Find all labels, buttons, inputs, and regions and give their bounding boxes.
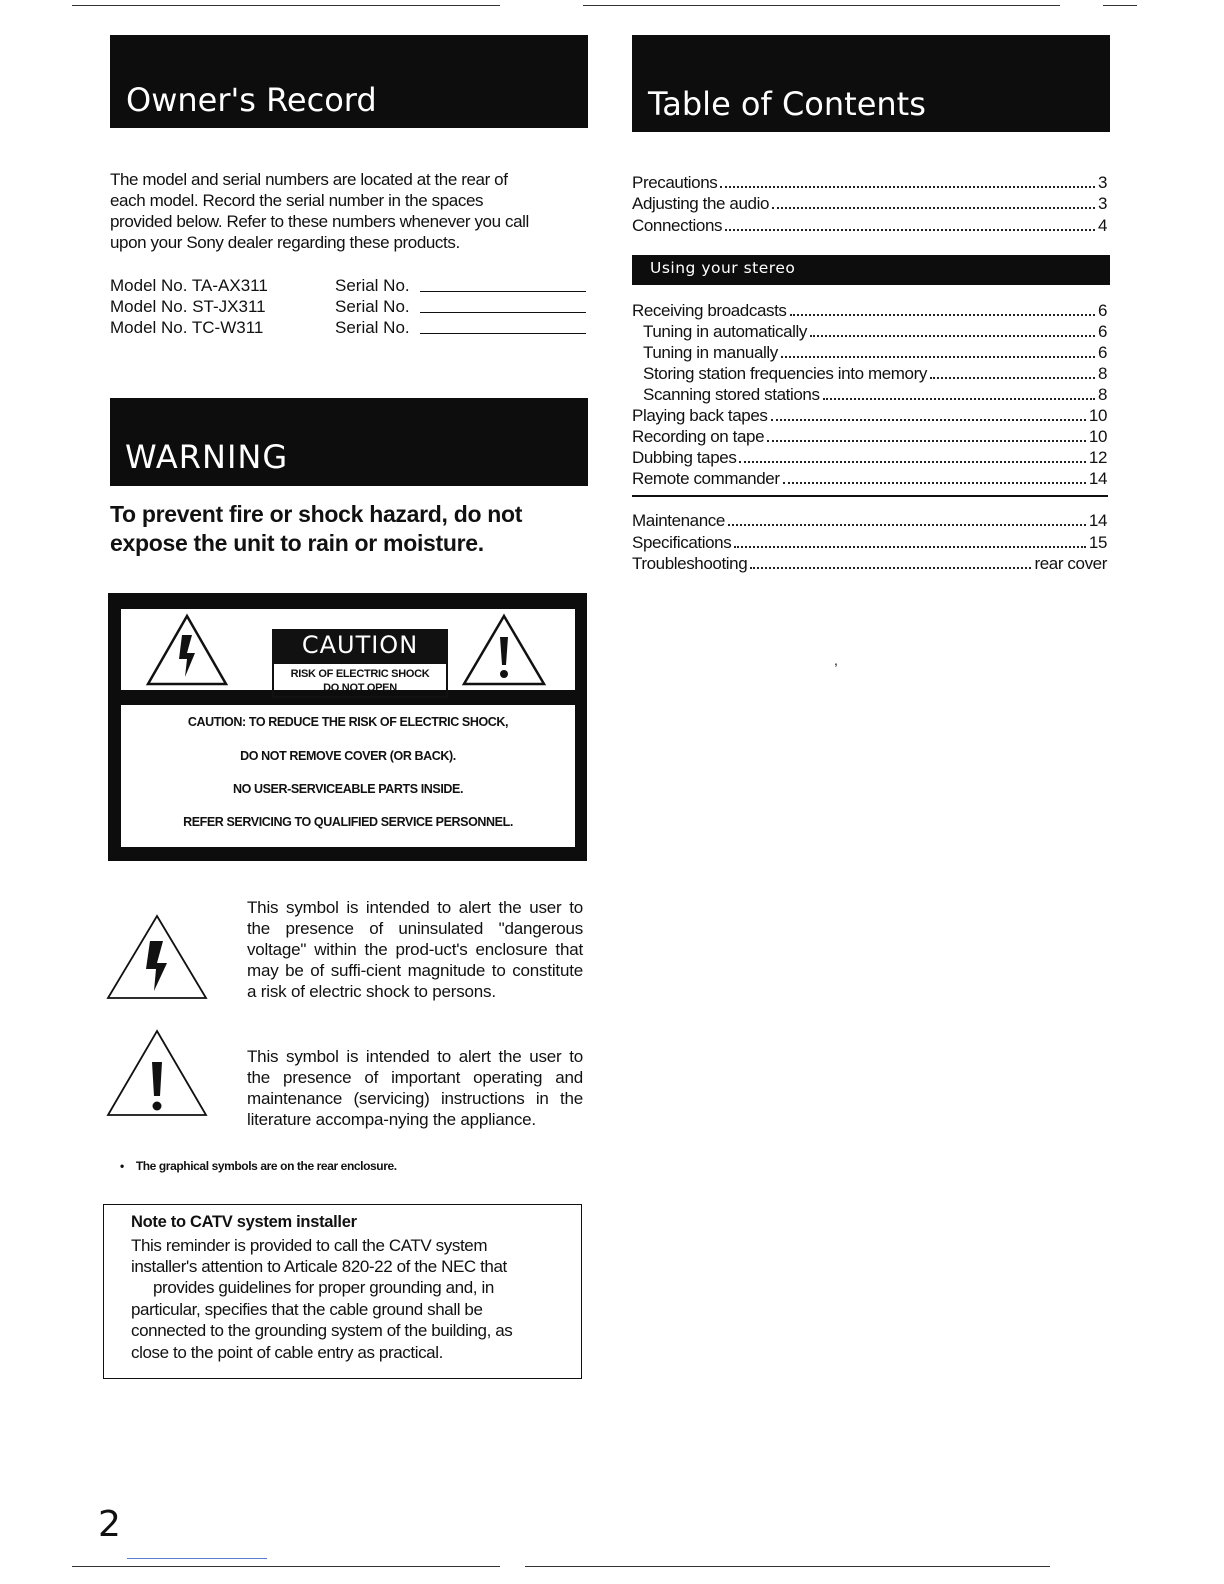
stray-mark: , [834, 652, 838, 668]
toc-entry-title: Maintenance [632, 511, 725, 530]
caution-line: REFER SERVICING TO QUALIFIED SERVICE PERSONNEL. [183, 815, 513, 829]
model-number: Model No. TC-W311 [110, 318, 264, 337]
toc-entry[interactable] [632, 193, 1107, 214]
exclamation-triangle-icon [461, 613, 547, 687]
bottom-rule-blue [127, 1558, 267, 1559]
serial-label: Serial No. [335, 276, 410, 295]
warning-title: WARNING [125, 438, 289, 476]
toc-dot-leader [790, 313, 1095, 316]
catv-note-title: Note to CATV system installer [131, 1213, 357, 1231]
toc-dot-leader [750, 566, 1031, 569]
catv-note-line: This reminder is provided to call the CATV system [131, 1236, 488, 1255]
toc-dot-leader [781, 355, 1095, 358]
toc-entry-title: Playing back tapes [632, 406, 768, 425]
toc-entry-title: Recording on tape [632, 427, 765, 446]
caution-bottom-panel [121, 705, 575, 847]
caution-sub-line: RISK OF ELECTRIC SHOCK [290, 668, 430, 680]
toc-entry[interactable] [632, 553, 1107, 574]
catv-note-line: installer's attention to Articale 820-22 of the NEC that [131, 1257, 507, 1276]
toc-entry[interactable] [632, 405, 1107, 426]
warning-text [110, 500, 590, 558]
toc-entry-title: Storing station frequencies into memory [643, 364, 927, 383]
caution-line: NO USER-SERVICEABLE PARTS INSIDE. [232, 782, 464, 796]
toc-subentry[interactable] [643, 384, 1107, 405]
toc-header [632, 35, 1110, 132]
top-rule-right [583, 5, 1060, 6]
intro-line: each model. Record the serial number in the spaces [110, 191, 484, 210]
toc-dot-leader [930, 376, 1095, 379]
toc-entry-page: 14 [1088, 511, 1107, 530]
caution-line: CAUTION: TO REDUCE THE RISK OF ELECTRIC SHOCK, [187, 715, 509, 729]
warning-line: expose the unit to rain or moisture. [110, 530, 484, 556]
toc-section-header [632, 255, 1110, 285]
toc-entry[interactable] [632, 300, 1107, 321]
symbols-footnote [120, 1159, 397, 1173]
toc-title: Table of Contents [648, 85, 926, 123]
toc-entry-page: 10 [1088, 406, 1107, 425]
bottom-rule-left [72, 1566, 500, 1567]
caution-label-box [108, 593, 587, 861]
toc-subentry[interactable] [643, 342, 1107, 363]
toc-entry-page: 15 [1088, 533, 1107, 552]
toc-entry-page: 8 [1097, 364, 1107, 383]
serial-blank-line [420, 291, 586, 292]
model-number: Model No. ST-JX311 [110, 297, 266, 316]
exclamation-triangle-icon [105, 1028, 209, 1118]
owners-record-header [110, 35, 588, 128]
toc-dot-leader [767, 439, 1086, 442]
toc-entry-title: Troubleshooting [632, 554, 748, 573]
toc-entry-page: 12 [1088, 448, 1107, 467]
owners-record-title: Owner's Record [126, 81, 377, 119]
exclamation-symbol-text: This symbol is intended to alert the user to the presence of important operating and maintenance (servicing) instructions in the literature accompa-nying the appliance. [247, 1047, 583, 1129]
toc-entry-title: Specifications [632, 533, 732, 552]
catv-note-box [103, 1204, 582, 1379]
toc-entry-title: Adjusting the audio [632, 194, 770, 213]
bullet-icon: • [120, 1159, 124, 1173]
toc-entry-title: Precautions [632, 173, 718, 192]
caution-line: DO NOT REMOVE COVER (OR BACK). [240, 749, 456, 763]
toc-dot-leader [823, 397, 1095, 400]
lightning-triangle-icon [105, 913, 209, 1001]
page-number: 2 [98, 1504, 121, 1545]
toc-dot-leader [771, 418, 1086, 421]
toc-entry-title: Connections [632, 216, 723, 235]
toc-entry-page: 4 [1097, 216, 1107, 235]
toc-entry[interactable] [632, 468, 1107, 489]
lightning-triangle-icon [145, 613, 229, 687]
toc-entry[interactable] [632, 172, 1107, 193]
toc-dot-leader [734, 545, 1086, 548]
toc-subentry[interactable] [643, 363, 1107, 384]
intro-line: provided below. Refer to these numbers whenever you call [110, 212, 529, 231]
intro-line: upon your Sony dealer regarding these products. [110, 233, 460, 252]
toc-entry-title: Scanning stored stations [643, 385, 820, 404]
top-rule-left [72, 5, 500, 6]
caution-sub-line: DO NOT OPEN [323, 682, 397, 694]
toc-entry-page: 3 [1097, 194, 1107, 213]
toc-entry-title: Receiving broadcasts [632, 301, 787, 320]
toc-entry-page: 3 [1097, 173, 1107, 192]
catv-note-line: provides guidelines for proper grounding and, in [153, 1278, 494, 1297]
toc-dot-leader [739, 460, 1085, 463]
toc-subentry[interactable] [643, 321, 1107, 342]
toc-entry-title: Remote commander [632, 469, 780, 488]
toc-dot-leader [725, 228, 1095, 231]
warning-line: To prevent fire or shock hazard, do not [110, 501, 523, 527]
toc-divider [632, 495, 1108, 497]
toc-entry-page: 10 [1088, 427, 1107, 446]
serial-blank-line [420, 333, 586, 334]
caution-title: CAUTION [272, 629, 448, 662]
toc-dot-leader [783, 481, 1086, 484]
catv-note-line: close to the point of cable entry as practical. [131, 1343, 443, 1362]
toc-dot-leader [810, 334, 1095, 337]
toc-dot-leader [728, 523, 1086, 526]
toc-entry[interactable] [632, 447, 1107, 468]
toc-entry-page: rear cover [1034, 554, 1107, 573]
toc-entry-page: 6 [1097, 343, 1107, 362]
caution-top-panel [121, 609, 575, 694]
toc-entry[interactable] [632, 510, 1107, 531]
serial-label: Serial No. [335, 318, 410, 337]
warning-header [110, 398, 588, 486]
toc-entry-page: 14 [1088, 469, 1107, 488]
toc-entry[interactable] [632, 532, 1107, 553]
toc-dot-leader [772, 206, 1095, 209]
lightning-symbol-text: This symbol is intended to alert the user to the presence of uninsulated "dangerous voltage" within the prod-uct's enclosure that may be of suffi-cient magnitude to constitute a risk of electric shock to persons. [247, 898, 583, 1001]
owners-record-intro [110, 169, 590, 253]
catv-note-line: connected to the grounding system of the building, as [131, 1321, 513, 1340]
toc-entry[interactable] [632, 426, 1107, 447]
intro-line: The model and serial numbers are located at the rear of [110, 170, 508, 189]
toc-entry-page: 6 [1097, 322, 1107, 341]
toc-entry-title: Tuning in automatically [643, 322, 808, 341]
caution-subtitle [272, 662, 448, 698]
model-number: Model No. TA-AX311 [110, 276, 268, 295]
top-rule-short [1103, 5, 1137, 6]
toc-entry-page: 8 [1097, 385, 1107, 404]
bottom-rule-right [525, 1566, 1050, 1567]
footnote-text: The graphical symbols are on the rear enclosure. [135, 1159, 397, 1173]
serial-label: Serial No. [335, 297, 410, 316]
toc-entry-title: Dubbing tapes [632, 448, 737, 467]
toc-entry-page: 6 [1097, 301, 1107, 320]
toc-entry-title: Tuning in manually [643, 343, 778, 362]
toc-entry[interactable] [632, 215, 1107, 236]
toc-dot-leader [720, 185, 1095, 188]
toc-section-title: Using your stereo [650, 259, 796, 277]
serial-blank-line [420, 312, 586, 313]
catv-note-line: particular, specifies that the cable ground shall be [131, 1300, 483, 1319]
